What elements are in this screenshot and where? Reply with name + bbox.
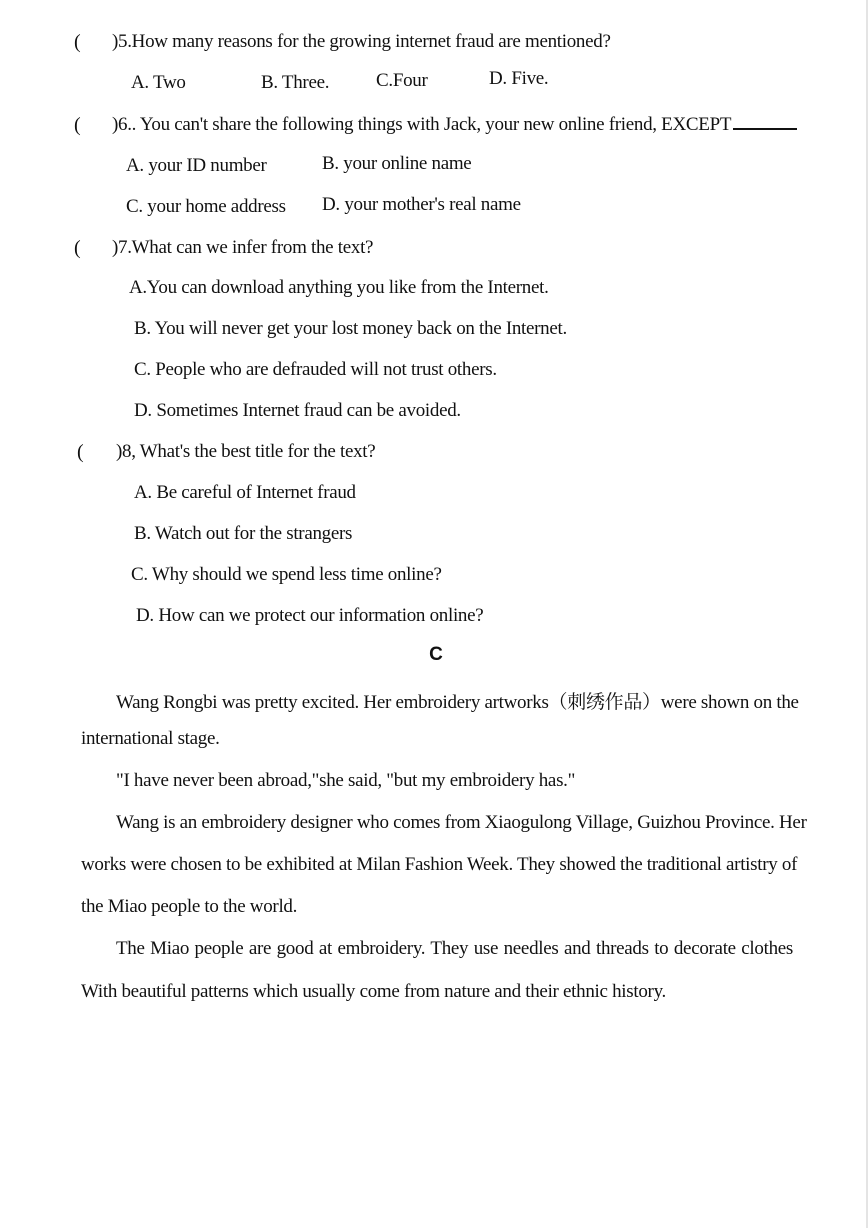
option-d: D. How can we protect our information online?	[136, 605, 484, 626]
option-c: C.Four	[376, 70, 428, 91]
option-a: A. Two	[131, 72, 186, 93]
passage-line: With beautiful patterns which usually come from nature and their ethnic history.	[81, 981, 666, 1002]
question-6	[0, 114, 860, 144]
option-b: B. your online name	[322, 153, 472, 174]
passage-line: the Miao people to the world.	[81, 896, 298, 917]
option-d: D. Five.	[489, 68, 549, 89]
option-a: A. your ID number	[126, 155, 267, 176]
passage-line: works were chosen to be exhibited at Milan Fashion Week. They showed the traditional artistry of	[81, 854, 798, 875]
passage-line: international stage.	[81, 728, 220, 749]
question-text: )7.What can we infer from the text?	[112, 237, 374, 258]
option-b: B. Watch out for the strangers	[134, 523, 353, 544]
question-7	[0, 237, 860, 267]
option-a: A.You can download anything you like from the Internet.	[129, 277, 549, 298]
question-5	[0, 31, 860, 61]
question-text: )8, What's the best title for the text?	[116, 441, 376, 462]
answer-paren: (	[74, 237, 81, 259]
option-c: C. Why should we spend less time online?	[131, 564, 442, 585]
option-d: D. Sometimes Internet fraud can be avoided.	[134, 400, 461, 421]
passage-line: The Miao people are good at embroidery. They use needles and threads to decorate clothes	[116, 938, 793, 959]
question-8	[0, 441, 860, 471]
passage-line: "I have never been abroad,"she said, "but my embroidery has."	[116, 770, 576, 791]
passage-line: Wang Rongbi was pretty excited. Her embroidery artworks（刺绣作品）were shown on the	[116, 692, 799, 713]
option-c: C. your home address	[126, 196, 286, 217]
section-heading: C	[429, 644, 443, 665]
option-d: D. your mother's real name	[322, 194, 521, 215]
option-b: B. You will never get your lost money back on the Internet.	[134, 318, 567, 339]
question-text: )6.. You can't share the following things with Jack, your new online friend, EXCEPT	[112, 114, 732, 135]
answer-paren: (	[74, 114, 81, 136]
question-text: )5.How many reasons for the growing internet fraud are mentioned?	[112, 31, 611, 52]
answer-paren: (	[74, 31, 81, 53]
option-b: B. Three.	[261, 72, 330, 93]
option-c: C. People who are defrauded will not trust others.	[134, 359, 497, 380]
answer-paren: (	[77, 441, 84, 463]
option-a: A. Be careful of Internet fraud	[134, 482, 356, 503]
answer-blank	[733, 127, 797, 130]
passage-line: Wang is an embroidery designer who comes from Xiaogulong Village, Guizhou Province. Her	[116, 812, 807, 833]
